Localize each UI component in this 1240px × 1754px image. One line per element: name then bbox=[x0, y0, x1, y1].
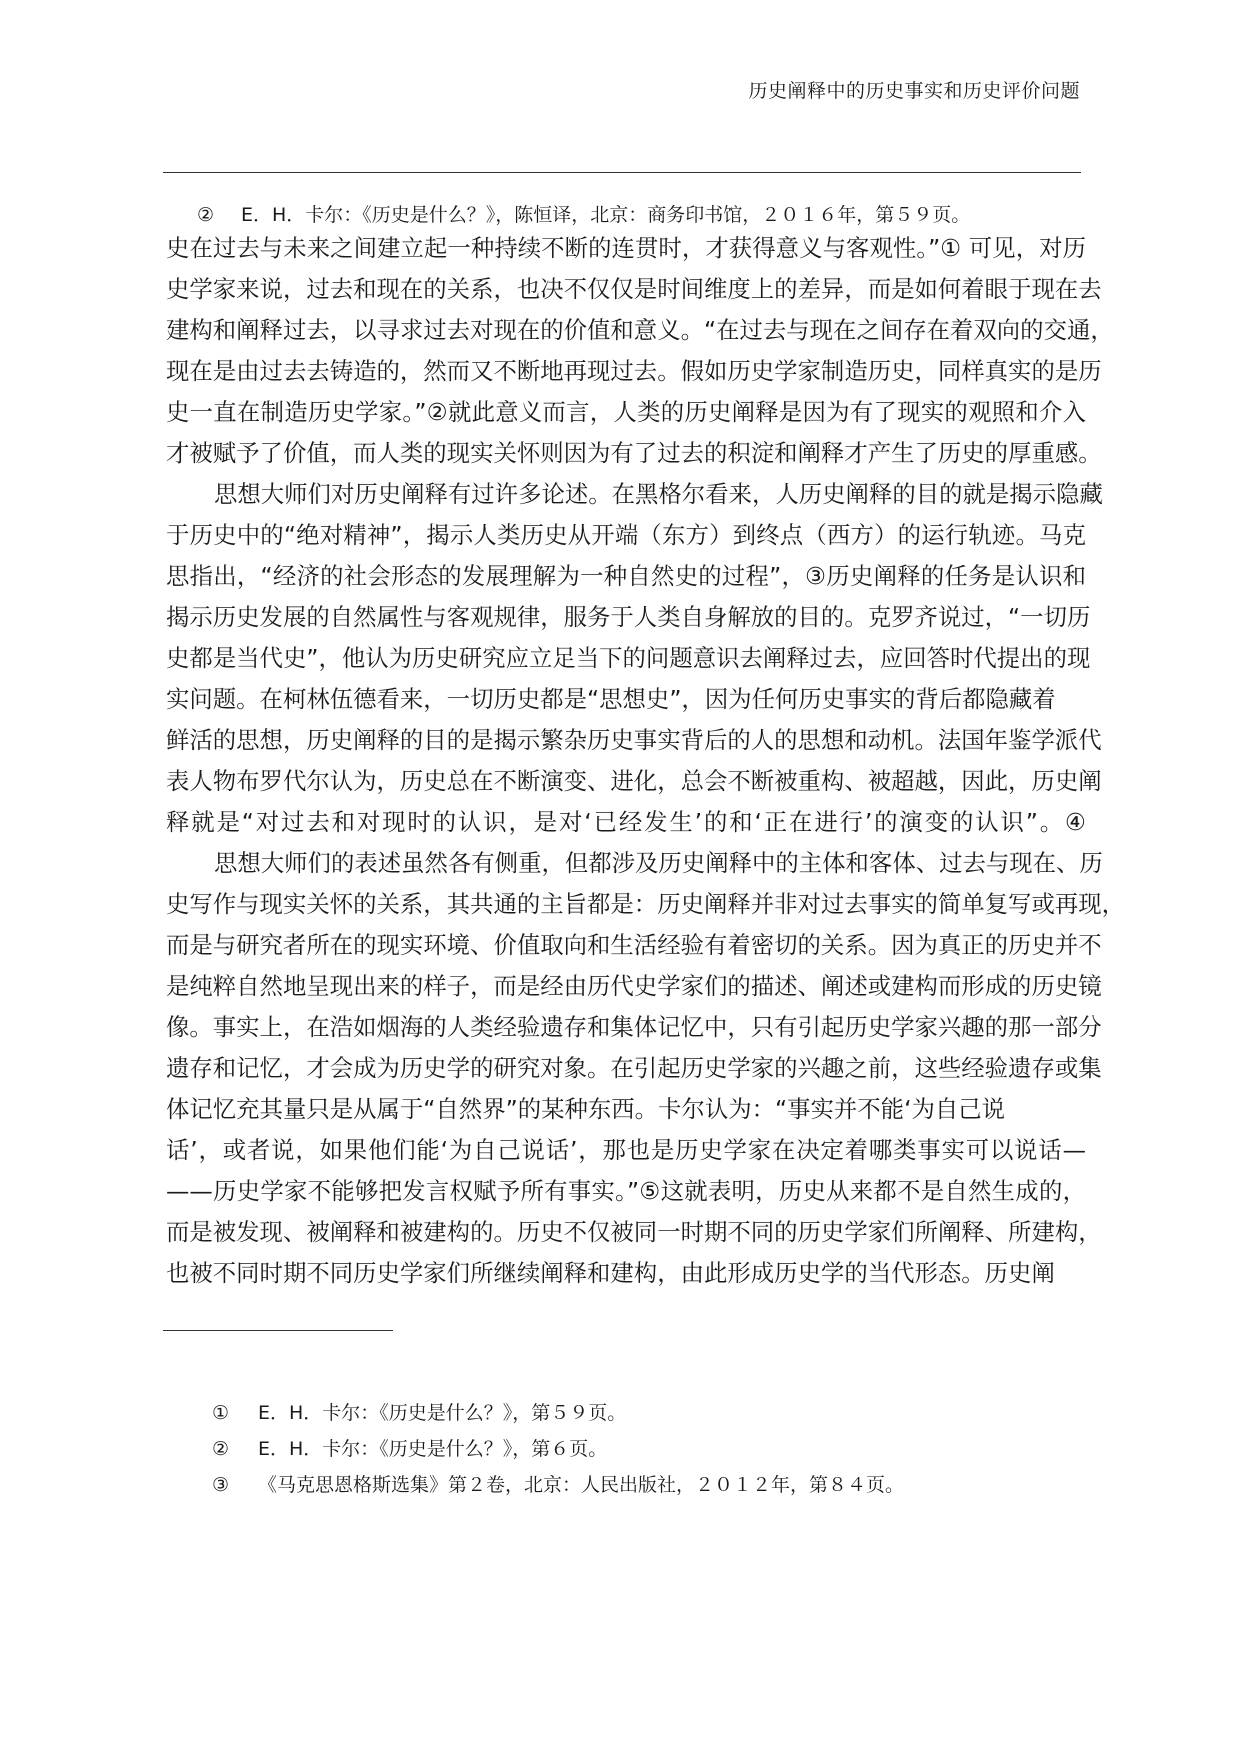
body-line: 思想大师们的表述虽然各有侧重，但都涉及历史阐释中的主体和客体、过去与现在、历 bbox=[214, 849, 1103, 877]
footnote-text: E．H．卡尔：《历史是什么？》，陈恒译，北京：商务印书馆，２０１６年，第５９页。 bbox=[241, 204, 971, 226]
body-line: 体记忆充其量只是从属于“自然界”的某种东西。卡尔认为：“事实并不能‘为自己说 bbox=[166, 1095, 1006, 1123]
body-line: ——历史学家不能够把发言权赋予所有事实。”⑤这就表明，历史从来都不是自然生成的， bbox=[166, 1177, 1086, 1205]
footnote-rule bbox=[163, 1330, 393, 1331]
body-line: 现在是由过去去铸造的，然而又不断地再现过去。假如历史学家制造历史，同样真实的是历 bbox=[166, 357, 1102, 385]
body-line: 实问题。在柯林伍德看来，一切历史都是“思想史”，因为任何历史事实的背后都隐藏着 bbox=[166, 685, 1056, 713]
body-line: 而是被发现、被阐释和被建构的。历史不仅被同一时期不同的历史学家们所阐释、所建构， bbox=[166, 1218, 1102, 1246]
body-line: 也被不同时期不同历史学家们所继续阐释和建构，由此形成历史学的当代形态。历史阐 bbox=[166, 1259, 1055, 1287]
body-line: 史在过去与未来之间建立起一种持续不断的连贯时，才获得意义与客观性。”① 可见，对历 bbox=[166, 234, 1086, 262]
body-line: 史学家来说，过去和现在的关系，也决不仅仅是时间维度上的差异，而是如何着眼于现在去 bbox=[166, 275, 1102, 303]
body-line: 于历史中的“绝对精神”，揭示人类历史从开端（东方）到终点（西方）的运行轨迹。马克 bbox=[166, 521, 1086, 549]
footnote-marker: ② bbox=[212, 1438, 230, 1460]
body-text bbox=[166, 228, 1126, 1294]
body-line: 史一直在制造历史学家。”②就此意义而言，人类的历史阐释是因为有了现实的观照和介入 bbox=[166, 398, 1086, 426]
footnote-marker: ③ bbox=[212, 1474, 230, 1496]
body-line: 思想大师们对历史阐释有过许多论述。在黑格尔看来，人历史阐释的目的就是揭示隐藏 bbox=[214, 480, 1103, 508]
body-line: 才被赋予了价值，而人类的现实关怀则因为有了过去的积淀和阐释才产生了历史的厚重感。 bbox=[166, 439, 1102, 467]
body-line: 表人物布罗代尔认为，历史总在不断演变、进化，总会不断被重构、被超越，因此，历史阐 bbox=[166, 767, 1102, 795]
body-line: 鲜活的思想，历史阐释的目的是揭示繁杂历史事实背后的人的思想和动机。法国年鉴学派代 bbox=[166, 726, 1102, 754]
body-line: 史写作与现实关怀的关系，其共通的主旨都是：历史阐释并非对过去事实的简单复写或再现， bbox=[166, 890, 1126, 918]
footnote-text: E．H．卡尔：《历史是什么？》，第５９页。 bbox=[258, 1402, 627, 1424]
footnote-text: 《马克思恩格斯选集》第２卷，北京：人民出版社，２０１２年，第８４页。 bbox=[258, 1474, 905, 1496]
carried-footnote bbox=[197, 200, 970, 227]
body-line: 思指出，“经济的社会形态的发展理解为一种自然史的过程”，③历史阐释的任务是认识和 bbox=[166, 562, 1086, 590]
footnote-text: E．H．卡尔：《历史是什么？》，第６页。 bbox=[258, 1438, 608, 1460]
body-line: 而是与研究者所在的现实环境、价值取向和生活经验有着密切的关系。因为真正的历史并不 bbox=[166, 931, 1102, 959]
body-line: 遗存和记忆，才会成为历史学的研究对象。在引起历史学家的兴趣之前，这些经验遗存或集 bbox=[166, 1054, 1102, 1082]
body-line: 是纯粹自然地呈现出来的样子，而是经由历代史学家们的描述、阐述或建构而形成的历史镜 bbox=[166, 972, 1102, 1000]
running-header: 历史阐释中的历史事实和历史评价问题 bbox=[748, 80, 1080, 102]
footnotes bbox=[212, 1395, 904, 1503]
body-line: 释就是“对过去和对现时的认识，是对‘已经发生’的和‘正在进行’的演变的认识”。④ bbox=[166, 808, 1086, 836]
footnote-marker: ② bbox=[197, 204, 215, 226]
body-line: 像。事实上，在浩如烟海的人类经验遗存和集体记忆中，只有引起历史学家兴趣的那一部分 bbox=[166, 1013, 1102, 1041]
header-rule bbox=[163, 172, 1081, 173]
footnote bbox=[212, 1431, 904, 1467]
footnote bbox=[212, 1395, 904, 1431]
footnote bbox=[212, 1467, 904, 1503]
body-line: 揭示历史发展的自然属性与客观规律，服务于人类自身解放的目的。克罗齐说过，“一切历 bbox=[166, 603, 1091, 631]
footnote-marker: ① bbox=[212, 1402, 230, 1424]
body-line: 话’，或者说，如果他们能‘为自己说话’，那也是历史学家在决定着哪类事实可以说话— bbox=[166, 1136, 1086, 1164]
body-line: 史都是当代史”，他认为历史研究应立足当下的问题意识去阐释过去，应回答时代提出的现 bbox=[166, 644, 1091, 672]
body-line: 建构和阐释过去，以寻求过去对现在的价值和意义。“在过去与现在之间存在着双向的交通， bbox=[166, 316, 1114, 344]
